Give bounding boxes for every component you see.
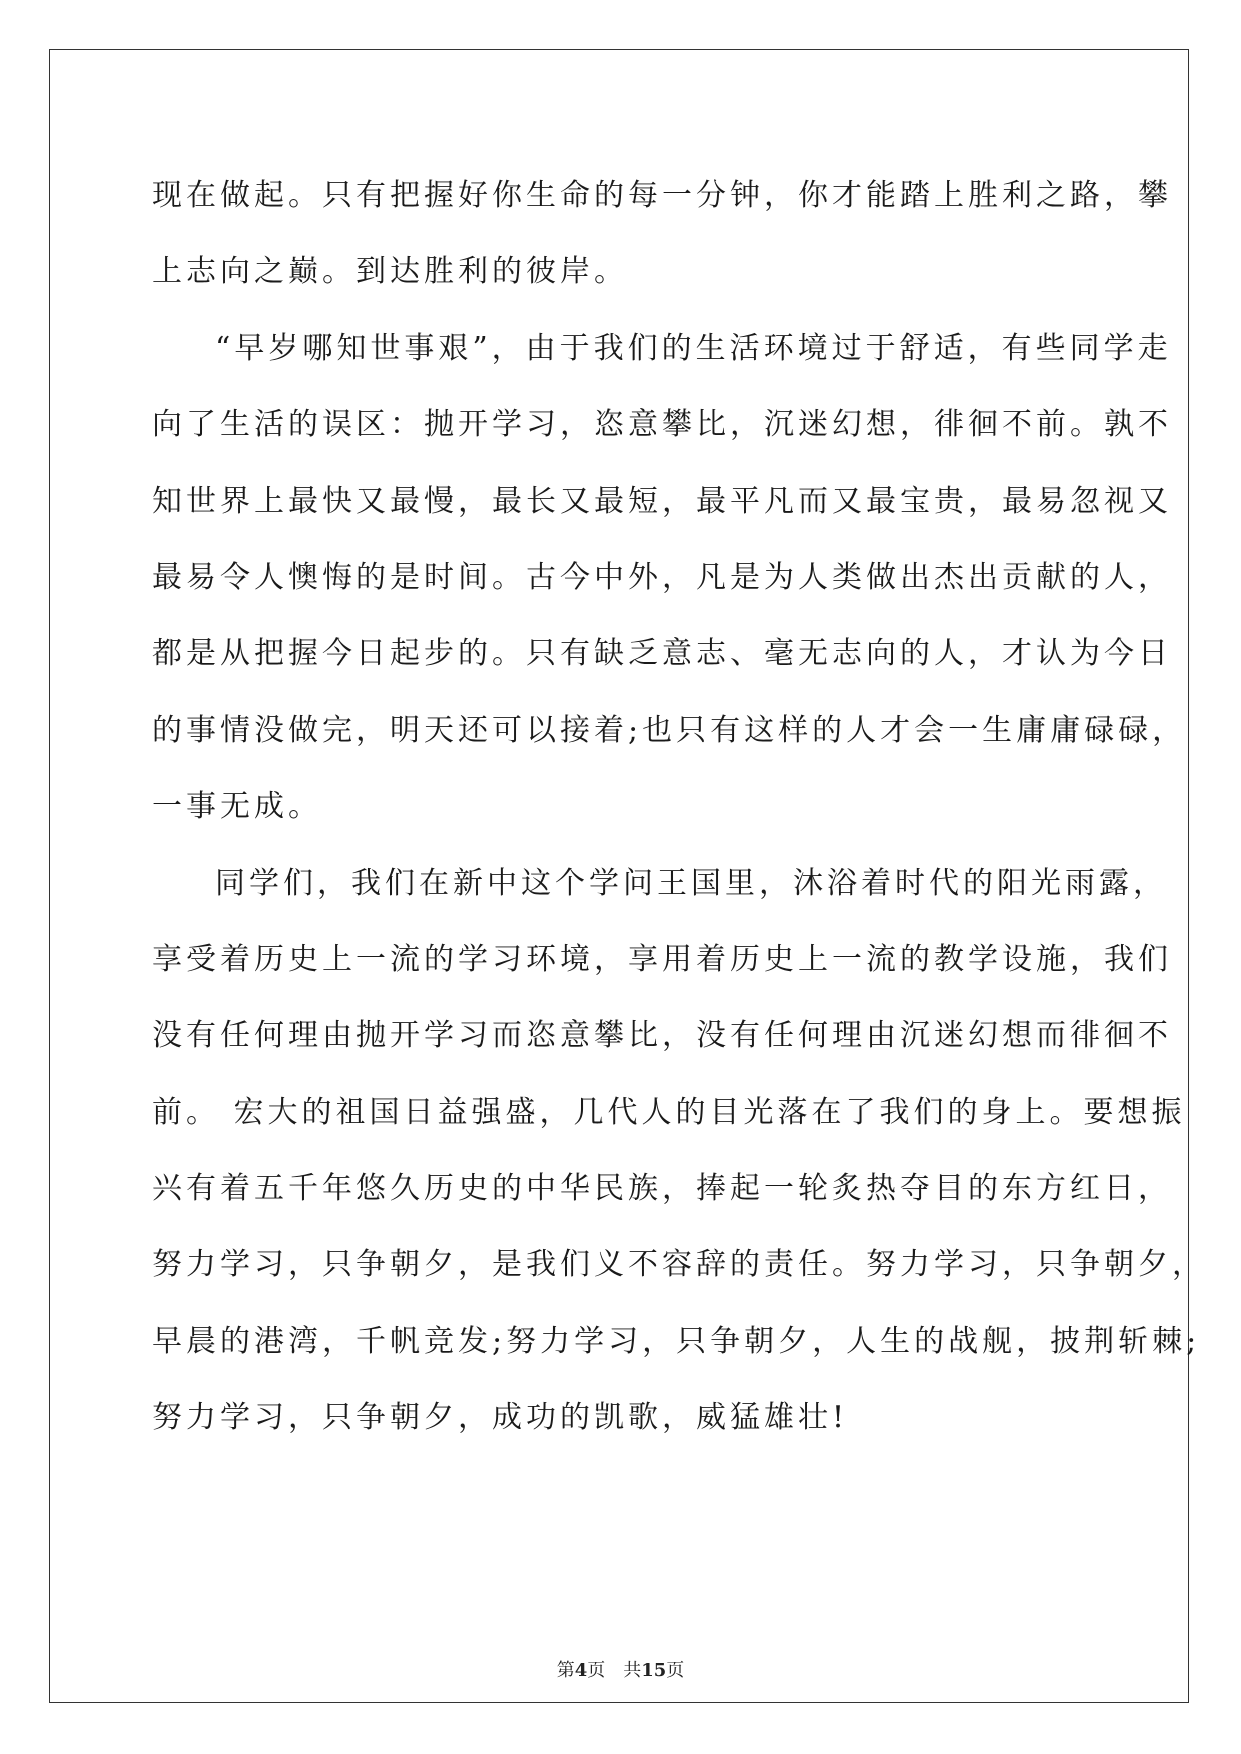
text-line: 没有任何理由抛开学习而恣意攀比，没有任何理由沉迷幻想而徘徊不 [152, 1018, 1172, 1054]
total-suffix: 页 [666, 1660, 685, 1681]
text-line: 努力学习，只争朝夕，是我们义不容辞的责任。努力学习，只争朝夕， [152, 1247, 1206, 1283]
paragraph-start-line: “早岁哪知世事艰”，由于我们的生活环境过于舒适，有些同学走 [215, 330, 1172, 366]
text-line: 都是从把握今日起步的。只有缺乏意志、毫无志向的人，才认为今日 [152, 636, 1172, 672]
page-suffix: 页 [587, 1660, 606, 1681]
text-line: 知世界上最快又最慢，最长又最短，最平凡而又最宝贵，最易忽视又 [152, 483, 1172, 519]
text-line: 向了生活的误区：抛开学习，恣意攀比，沉迷幻想，徘徊不前。孰不 [152, 407, 1172, 443]
text-line: 最易令人懊悔的是时间。古今中外，凡是为人类做出杰出贡献的人， [152, 559, 1172, 595]
text-line: 现在做起。只有把握好你生命的每一分钟，你才能踏上胜利之路，攀 [152, 178, 1172, 213]
page-prefix: 第 [556, 1660, 575, 1681]
text-line: 努力学习，只争朝夕，成功的凯歌，威猛雄壮! [152, 1400, 849, 1436]
text-line: 早晨的港湾，千帆竞发;努力学习，只争朝夕，人生的战舰，披荆斩棘; [152, 1323, 1201, 1359]
text-line: 的事情没做完，明天还可以接着;也只有这样的人才会一生庸庸碌碌， [152, 712, 1187, 748]
text-line: 前。 宏大的祖国日益强盛，几代人的目光落在了我们的身上。要想振 [152, 1094, 1186, 1130]
page-number: 4 [574, 1660, 588, 1681]
text-line: 一事无成。 [152, 789, 322, 825]
text-line: 兴有着五千年悠久历史的中华民族，捧起一轮炙热夺目的东方红日， [152, 1171, 1172, 1207]
total-pages: 15 [641, 1660, 667, 1681]
text-line: 享受着历史上一流的学习环境，享用着历史上一流的教学设施，我们 [152, 941, 1172, 977]
text-line: 上志向之巅。到达胜利的彼岸。 [152, 254, 628, 290]
page-footer [0, 1656, 1241, 1682]
total-prefix: 共 [623, 1660, 642, 1681]
paragraph-start-line: 同学们，我们在新中这个学问王国里，沐浴着时代的阳光雨露， [215, 865, 1167, 901]
document-body [152, 158, 1206, 1457]
